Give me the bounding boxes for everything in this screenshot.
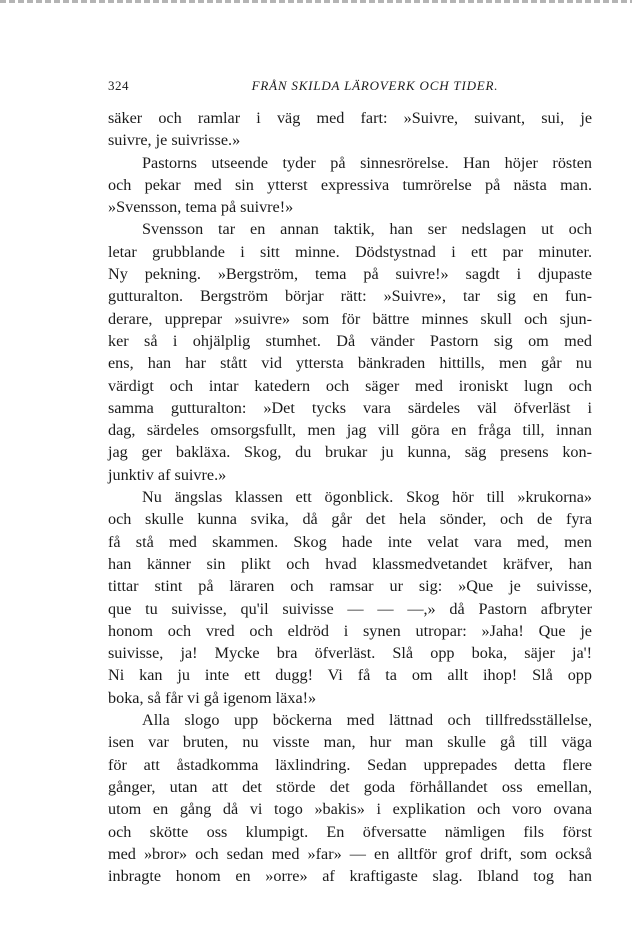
- page-header: [108, 78, 592, 98]
- text-line: Ny pekning. »Bergström, tema på suivre!» sagdt i djupaste: [108, 265, 592, 284]
- text-line: dag, särdeles omsorgsfullt, men jag vill göra en fråga till, innan: [108, 421, 592, 440]
- running-title: FRÅN SKILDA LÄROVERK OCH TIDER.: [251, 78, 499, 93]
- text-line: utom en gång då vi togo »bakis» i explikation och voro ovana: [108, 800, 592, 819]
- text-line: han känner sin plikt och hvad klassmedvetandet kräfver, han: [108, 554, 592, 573]
- text-line: inbragte honom en »orre» af kraftigaste slag. Ibland tog han: [108, 867, 592, 886]
- text-line: och skulle kunna svika, då går det hela sönder, och de fyra: [108, 510, 592, 529]
- text-line: säker och ramlar i väg med fart: »Suivre, suivant, sui, je: [108, 109, 592, 127]
- text-line: suivisse, ja! Mycke bra öfverläst. Slå opp boka, säjer ja'!: [108, 644, 592, 663]
- body-text: [108, 107, 592, 887]
- text-line: och pekar med sin ytterst expressiva tumrörelse på nästa man.: [108, 175, 592, 194]
- text-line: boka, så får vi gå igenom läxa!»: [108, 688, 317, 707]
- page-number: 324: [108, 78, 129, 93]
- text-line: Ni kan ju inte ett dugg! Vi få ta om allt ihop! Slå opp: [108, 666, 592, 685]
- text-line: för att åstadkomma läxlindring. Sedan upprepades detta flere: [108, 755, 592, 774]
- text-line: suivre, je suivrisse.»: [108, 131, 241, 150]
- text-line: derare, upprepar »suivre» som för bättre minnes skull och sjun-: [108, 309, 592, 328]
- text-line: jag ger bakläxa. Skog, du brukar ju kunna, säg presens kon-: [108, 443, 592, 462]
- text-line: ens, han har stått vid yttersta bänkraden hittills, men går nu: [108, 354, 592, 373]
- text-line: samma gutturalton: »Det tycks vara särdeles väl öfverläst i: [108, 398, 592, 417]
- text-line: tittar stint på läraren och ramsar ur sig: »Que je suivisse,: [108, 577, 592, 596]
- text-line: Pastorns utseende tyder på sinnesrörelse. Han höjer rösten: [142, 153, 592, 172]
- text-line: gånger, utan att det störde det goda förhållandet oss emellan,: [108, 777, 592, 796]
- text-line: letar grubblande i sitt minne. Dödstystnad i ett par minuter.: [108, 242, 592, 261]
- text-line: »Svensson, tema på suivre!»: [108, 198, 294, 217]
- text-line: Alla slogo upp böckerna med lättnad och tillfredsställelse,: [142, 711, 592, 730]
- text-line: och skötte oss klumpigt. En öfversatte nämligen fils först: [108, 822, 592, 841]
- text-line: med »bror» och sedan med »far» — en alltför grof drift, som också: [108, 844, 592, 863]
- text-line: Nu ängslas klassen ett ögonblick. Skog hör till »krukorna»: [142, 488, 592, 507]
- text-line: ker så i ohjälplig stumhet. Då vänder Pastorn sig om med: [108, 331, 592, 350]
- text-line: que tu suivisse, qu'il suivisse — — —,» då Pastorn afbryter: [108, 599, 592, 618]
- text-line: gutturalton. Bergström börjar rätt: »Suivre», tar sig en fun-: [108, 287, 592, 306]
- text-line: värdigt och intar katedern och säger med ironiskt lugn och: [108, 376, 592, 395]
- text-line: junktiv af suivre.»: [108, 465, 227, 484]
- text-line: Svensson tar en annan taktik, han ser nedslagen ut och: [142, 220, 592, 239]
- text-line: få stå med skammen. Skog hade inte velat vara med, men: [108, 532, 592, 551]
- text-line: isen var bruten, nu visste man, hur man skulle gå till väga: [108, 733, 592, 752]
- page-top-edge: [0, 0, 632, 3]
- text-line: honom och vred och eldröd i synen utropar: »Jaha! Que je: [108, 621, 592, 640]
